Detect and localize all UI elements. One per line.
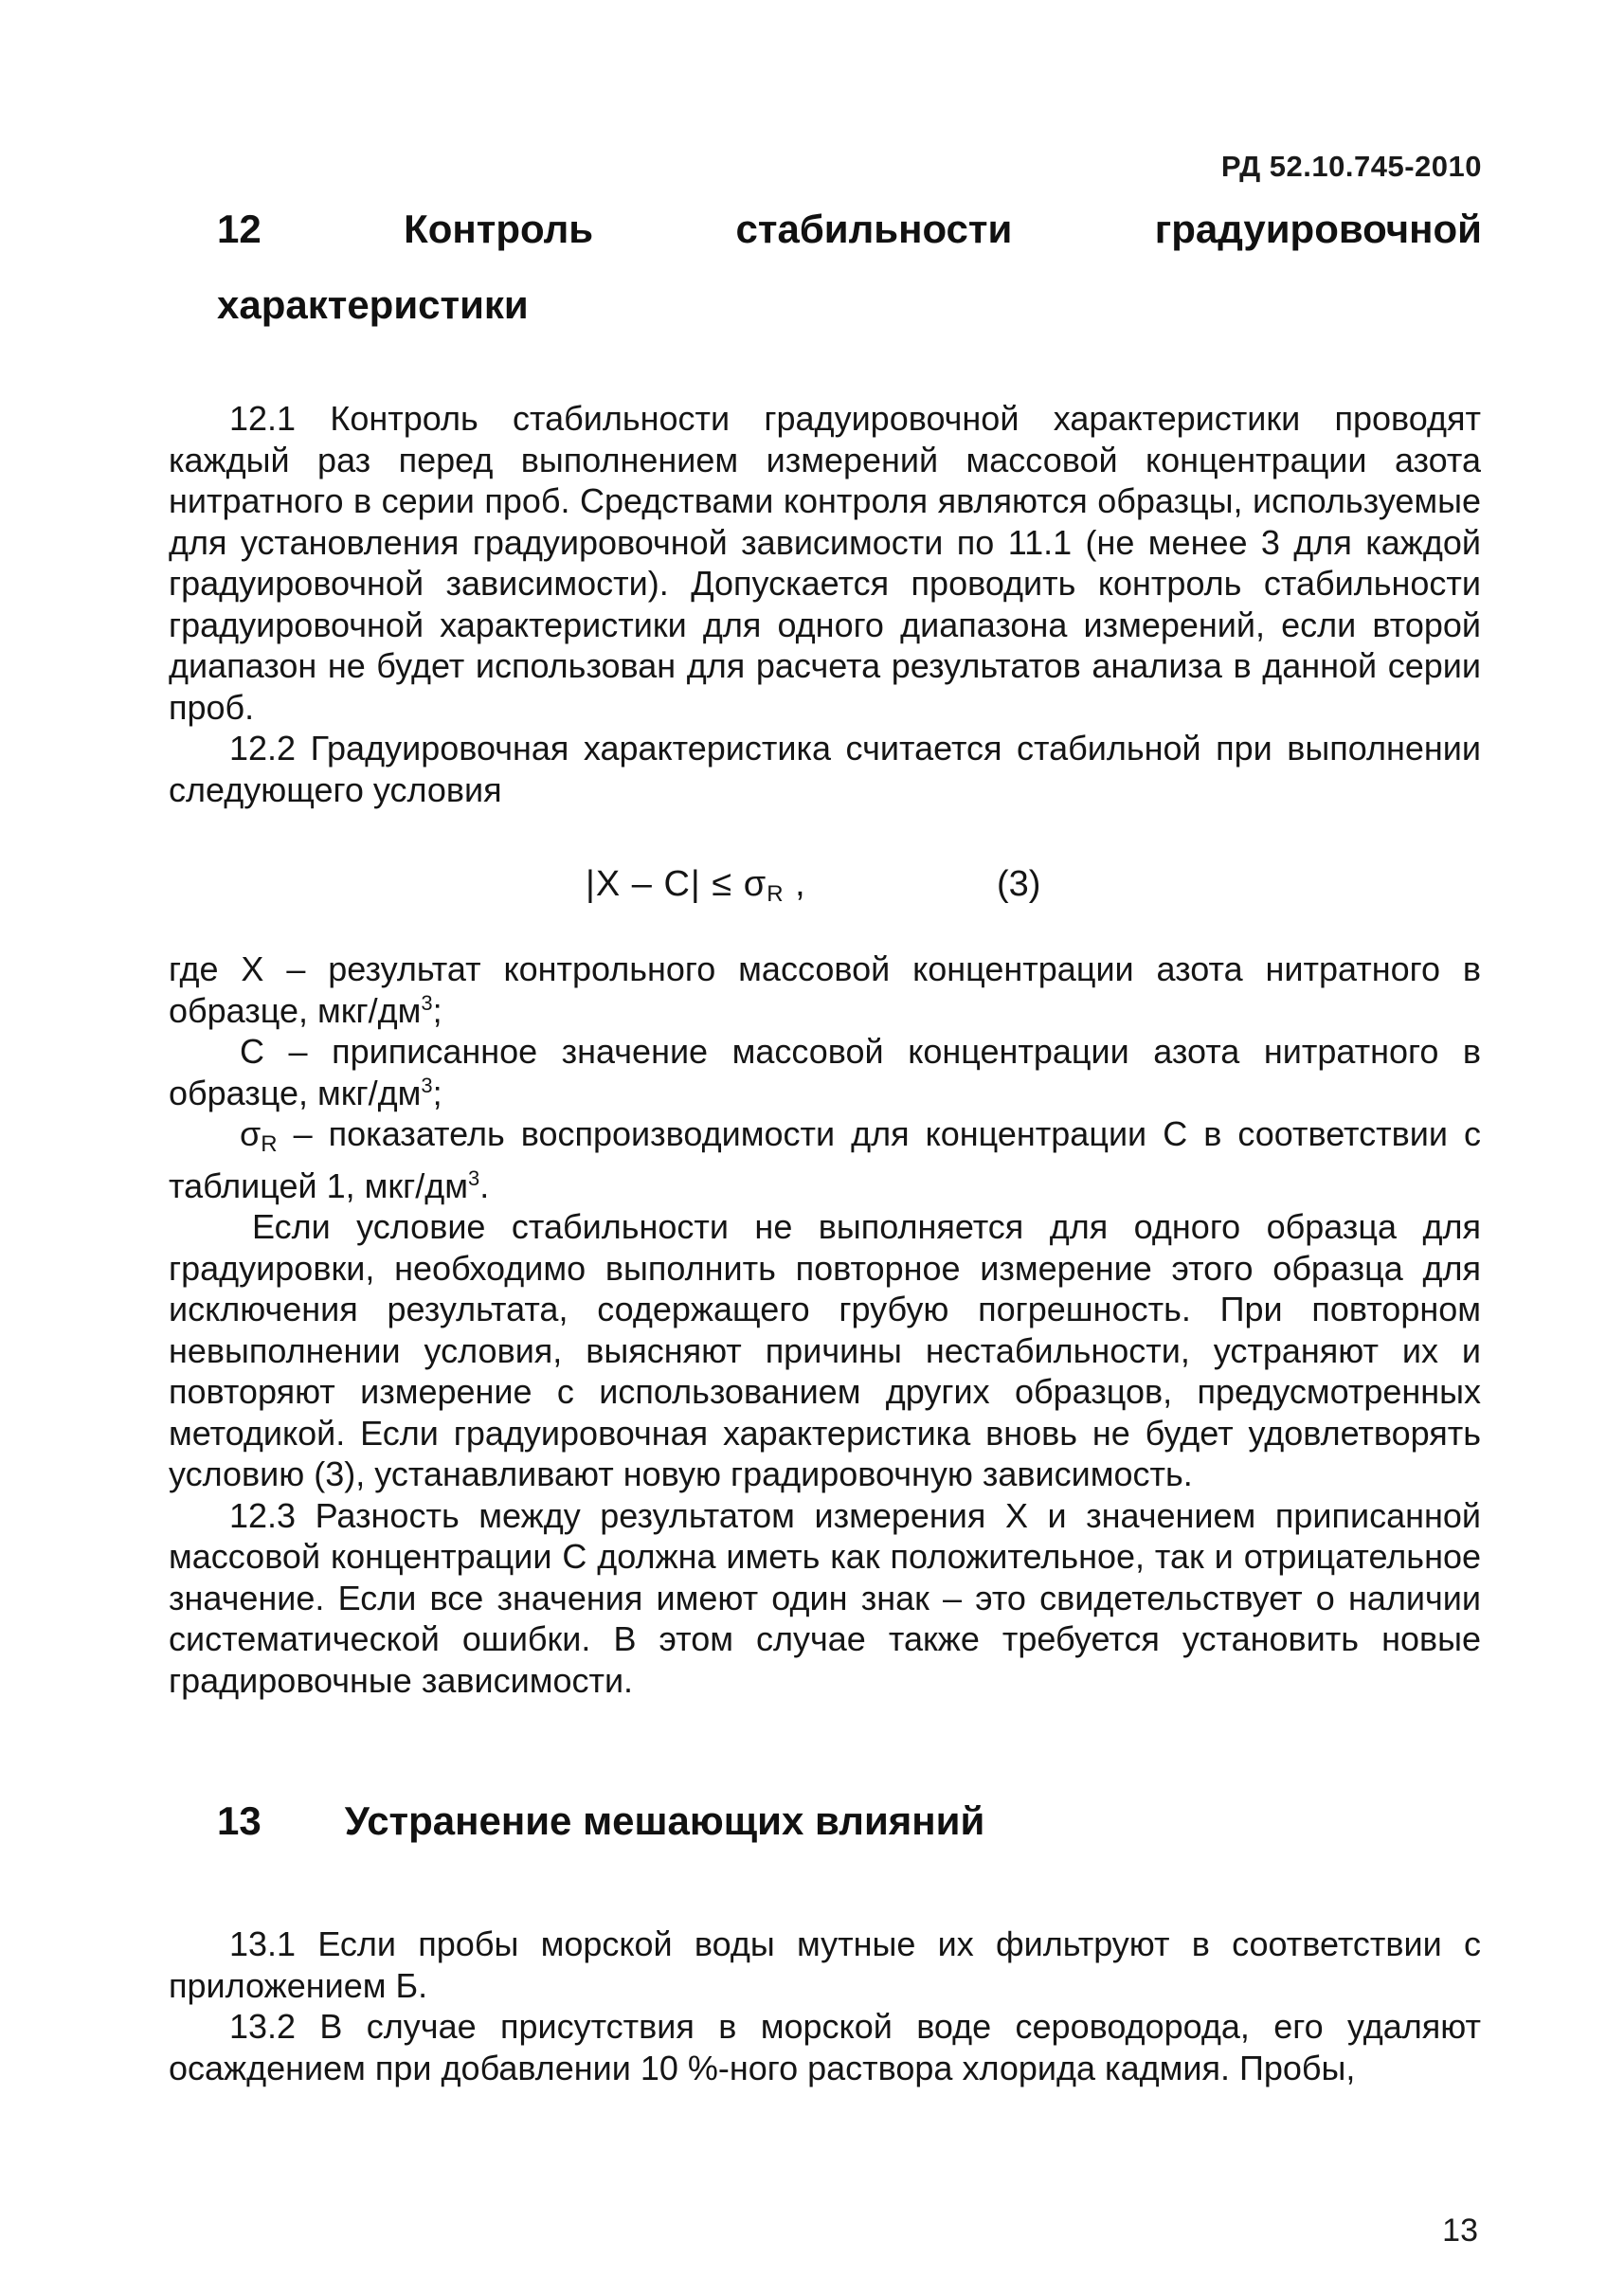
definition-x: [169, 948, 1481, 1031]
definition-x-text: где X – результат контрольного массовой концентрации азота нитратного в образце, мкг/дм: [169, 949, 1481, 1030]
definition-c-text: C – приписанное значение массовой концентрации азота нитратного в образце, мкг/дм: [169, 1032, 1481, 1112]
section-12-body-bottom: [169, 948, 1481, 1701]
section-12-number: 12: [217, 207, 262, 251]
definition-x-exponent: 3: [421, 990, 433, 1015]
section-13-title: Устранение мешающих влияний: [344, 1798, 985, 1843]
definition-sigma-symbol: σ: [240, 1114, 262, 1153]
section-13-number: 13: [217, 1798, 262, 1843]
section-12-heading: [217, 207, 1482, 252]
section-12-title-word-1: Контроль: [404, 207, 594, 251]
section-12-heading-line-2: характеристики: [217, 282, 529, 327]
definition-sigma-text: – показатель воспроизводимости для концентрации C в соответствии с таблицей 1, мкг/дм: [169, 1114, 1481, 1205]
definition-sigma-exponent: 3: [467, 1165, 480, 1190]
document-code: РД 52.10.745-2010: [1220, 150, 1482, 183]
section-12-title-word-3: градуировочной: [1154, 207, 1482, 251]
formula-expression: [586, 864, 806, 908]
paragraph-13-2: 13.2 В случае присутствия в морской воде сероводорода, его удаляют осаждением при добавлении 10 %-ного раствора хлорида кадмия. Пробы,: [169, 2007, 1481, 2087]
definition-c: [169, 1031, 1481, 1113]
definition-x-end: ;: [432, 990, 442, 1030]
formula-tail: ,: [784, 864, 806, 904]
definition-sigma-subscript: R: [261, 1131, 278, 1157]
formula-subscript: R: [767, 881, 785, 907]
paragraph-stability-failure: Если условие стабильности не выполняется для одного образца для градуировки, необходимо выполнить повторное измерение этого образца для исключения результата, содержащего грубую погрешность. При повторном невыполнении условия, выясняют причины нестабильности, устраняют их и повторяют измерение с использованием других образцов, предусмотренных методикой. Если градуировочная характеристика вновь не будет удовлетворять условию (3), устанавливают новую градировочную зависимость.: [169, 1207, 1481, 1493]
section-13-heading: [217, 1798, 984, 1844]
definition-c-exponent: 3: [421, 1073, 433, 1097]
formula-number: (3): [997, 864, 1041, 904]
formula-lhs: |X – C| ≤ σ: [586, 864, 767, 904]
section-13-body: [169, 1924, 1481, 2088]
paragraph-12-3: 12.3 Разность между результатом измерения X и значением приписанной массовой концентрации C должна иметь как положительное, так и отрицательное значение. Если все значения имеют один знак – это свидетельствует о наличии систематической ошибки. В этом случае также требуется установить новые градировочные зависимости.: [169, 1495, 1481, 1700]
paragraph-12-1: 12.1 Контроль стабильности градуировочной характеристики проводят каждый раз перед выполнением измерений массовой концентрации азота нитратного в серии проб. Средствами контроля являются образцы, используемые для установления градуировочной зависимости по 11.1 (не менее 3 для каждой градуировочной зависимости). Допускается проводить контроль стабильности градуировочной характеристики для одного диапазона измерений, если второй диапазон не будет использован для расчета результатов анализа в данной серии проб.: [169, 399, 1481, 727]
definition-sigma-end: .: [479, 1165, 490, 1205]
section-12-title-word-2: стабильности: [735, 207, 1013, 251]
paragraph-12-2: 12.2 Градуировочная характеристика считается стабильной при выполнении следующего условия: [169, 729, 1481, 809]
definition-c-end: ;: [432, 1073, 442, 1112]
definition-sigma: [169, 1113, 1481, 1206]
section-12-body-top: [169, 398, 1481, 810]
page-number: 13: [1442, 2213, 1478, 2249]
paragraph-13-1: 13.1 Если пробы морской воды мутные их фильтруют в соответствии с приложением Б.: [169, 1924, 1481, 2005]
